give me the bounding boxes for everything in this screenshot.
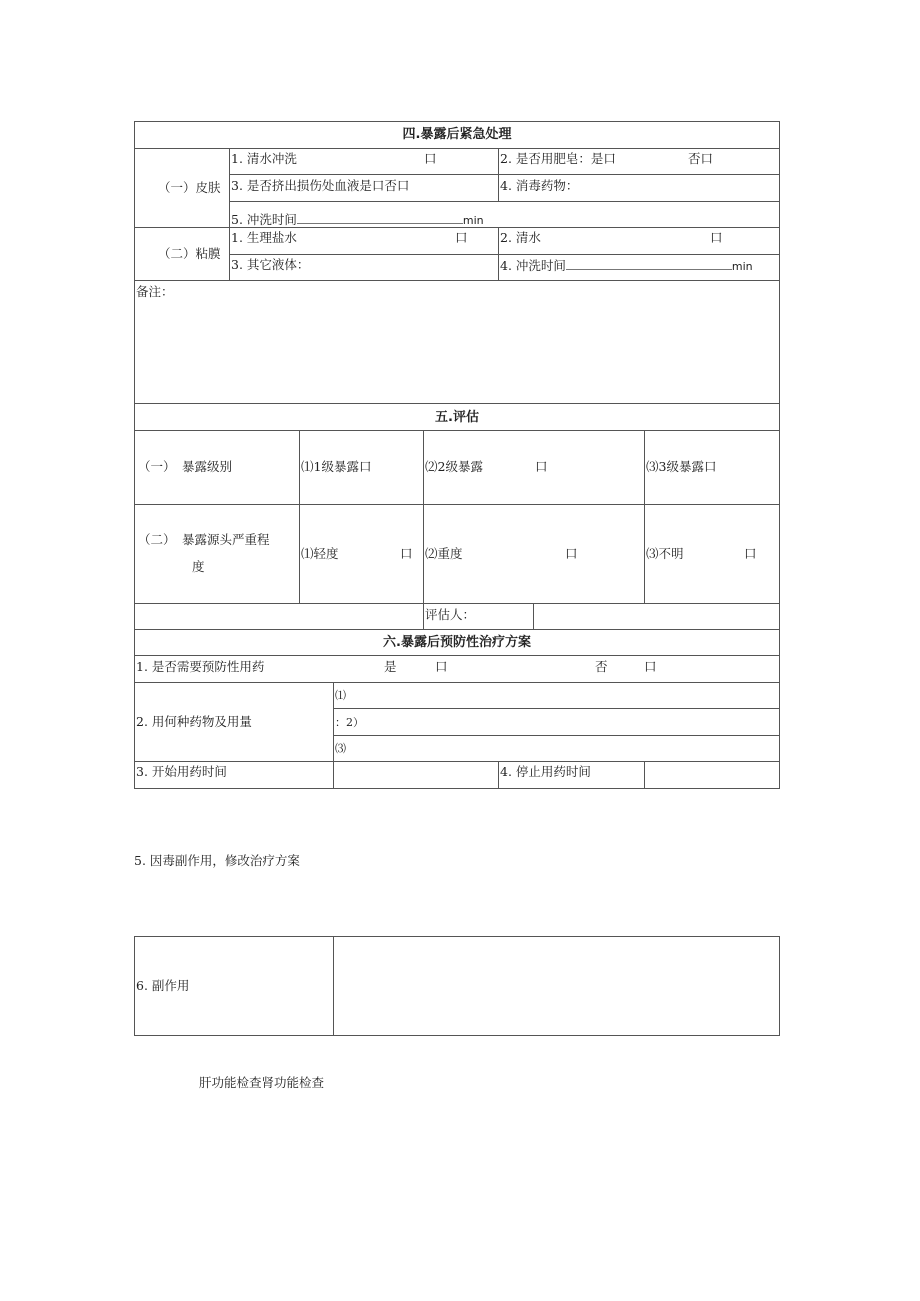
mucosa-rinse-time-field[interactable] [500,257,753,275]
prophylaxis-no-checkbox[interactable]: 口 [644,659,657,674]
skin-label: （一）皮肤 [158,180,221,195]
start-medication-label: 3. 开始用药时间 [136,764,227,779]
saline-label: 1. 生理盐水 [231,230,297,245]
divider [498,761,499,788]
saline-checkbox[interactable]: 口 [455,230,468,245]
divider [299,430,300,603]
exposure-level-3-option[interactable]: ⑶3级暴露口 [646,459,717,474]
source-severity-label: 暴露源头严重程 [182,532,270,547]
prophylaxis-question: 1. 是否需要预防性用药 [136,659,265,674]
prophylaxis-yes-checkbox[interactable]: 口 [435,659,448,674]
section4-title: 四.暴露后紧急处理 [402,127,512,142]
lab-tests-text: 肝功能检查肾功能检查 [199,1075,325,1090]
divider [229,148,230,280]
source-severity-label-cont: 度 [192,559,205,574]
divider [134,504,780,505]
divider [333,735,780,736]
divider [229,201,780,202]
severity-mild-label: ⑴轻度 [301,546,339,561]
skin-rinse-label: 1. 清水冲洗 [231,151,297,166]
drug-dosage-label: 2. 用何种药物及用量 [136,714,252,729]
severity-unknown-checkbox[interactable]: 口 [744,546,757,561]
exposure-level-number: （一） [138,459,176,474]
severity-mild-checkbox[interactable]: 口 [400,546,413,561]
severity-severe-label: ⑵重度 [425,546,463,561]
stop-medication-label: 4. 停止用药时间 [500,764,591,779]
skin-rinse-time-unit: min [462,214,484,227]
assessor-label: 评估人： [425,607,476,622]
skin-rinse-time-label: 5. 冲洗时间 [231,212,297,227]
divider [134,655,780,656]
squeeze-blood-question: 3. 是否挤出损伤处血液是口否口 [231,178,410,193]
divider [134,148,780,149]
exposure-level-1-option[interactable]: ⑴1级暴露口 [301,459,372,474]
prophylaxis-no-label: 否 [595,659,608,674]
water-checkbox[interactable]: 口 [710,230,723,245]
section6-title: 六.暴露后预防性治疗方案 [383,635,531,650]
prophylaxis-yes-label: 是 [384,659,397,674]
source-severity-number: （二） [138,532,176,547]
mucosa-rinse-time-unit: min [731,260,753,273]
skin-rinse-time-field[interactable] [231,211,484,229]
mucosa-label: （二）粘膜 [158,246,221,261]
section5-title: 五.评估 [435,410,479,425]
skin-rinse-time-blank[interactable] [297,211,463,224]
modify-treatment-text: 5. 因毒副作用，修改治疗方案 [134,853,300,868]
drug-line-3[interactable]: ⑶ [335,742,346,755]
divider [134,682,780,683]
start-medication-field[interactable] [334,762,497,787]
water-label: 2. 清水 [500,230,541,245]
drug-line-2[interactable]: ：2） [335,716,364,729]
mucosa-rinse-time-blank[interactable] [566,257,732,270]
remarks-label: 备注： [136,284,174,299]
assessment-table [134,403,780,630]
drug-line-1[interactable]: ⑴ [335,689,346,702]
soap-used-no-option[interactable]: 否口 [688,151,714,166]
divider [423,430,424,629]
stop-medication-field[interactable] [645,762,779,787]
disinfectant-label: 4. 消毒药物： [500,178,579,193]
divider [333,708,780,709]
severity-unknown-label: ⑶不明 [646,546,684,561]
remarks-area[interactable] [135,300,779,402]
exposure-level-label: 暴露级别 [182,459,233,474]
divider [644,430,645,603]
mucosa-rinse-time-label: 4. 冲洗时间 [500,258,566,273]
side-effects-label: 6. 副作用 [136,978,190,993]
divider [134,280,780,281]
side-effects-field[interactable] [334,937,779,1035]
divider [229,254,780,255]
soap-used-yes-label: 2. 是否用肥皂：是口 [500,151,616,166]
exposure-level-2-checkbox[interactable]: 口 [535,459,548,474]
severity-severe-checkbox[interactable]: 口 [565,546,578,561]
exposure-level-2-label: ⑵2级暴露 [425,459,483,474]
divider [134,430,780,431]
skin-rinse-checkbox[interactable]: 口 [424,151,437,166]
divider [229,174,780,175]
other-liquid-label: 3. 其它液体： [231,257,310,272]
assessor-field[interactable] [534,604,779,628]
